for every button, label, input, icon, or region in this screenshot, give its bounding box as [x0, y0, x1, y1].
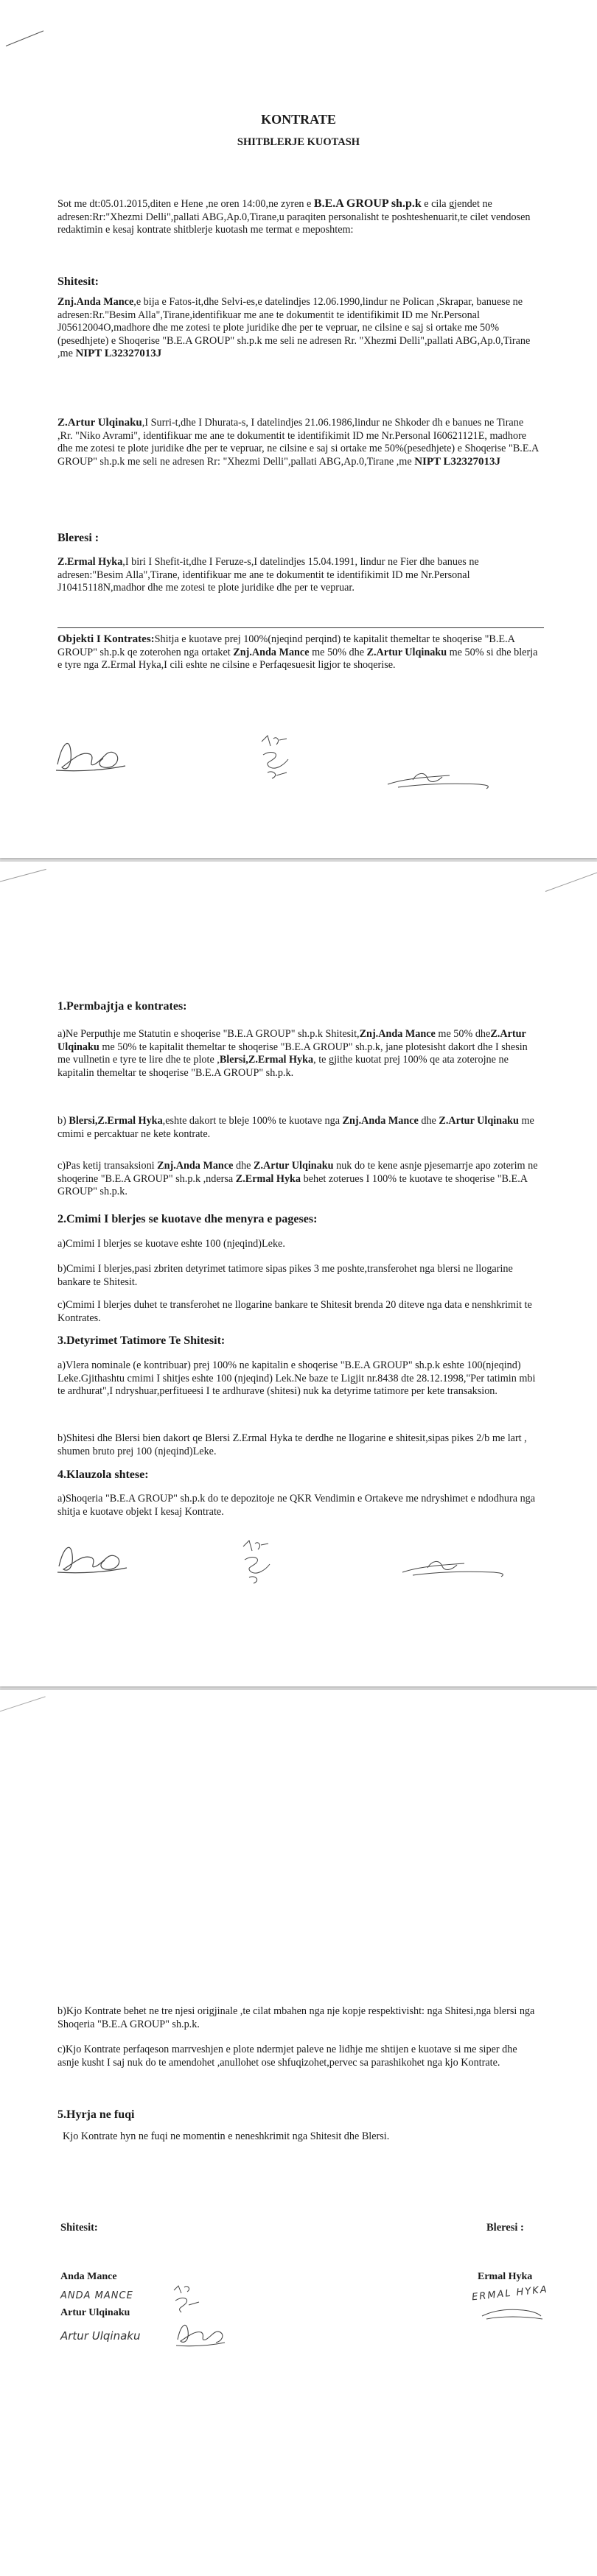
clause-1c: [57, 1160, 540, 1199]
object-heading: Objekti I Kontrates:: [57, 633, 155, 645]
signature-artur-ulqinaku-initials: [170, 2283, 206, 2316]
seller1-name: Znj.Anda Mance: [57, 296, 134, 308]
sellers-label: Shitesit:: [60, 2222, 98, 2234]
signature-ermal-hyka: [398, 1550, 509, 1583]
buyers-label: Bleresi :: [486, 2222, 524, 2234]
signature-artur-ulqinaku: [236, 1538, 280, 1589]
contract-page-2: [0, 862, 597, 1686]
party-name: Znj.Anda Mance: [359, 1028, 436, 1040]
seller1-paragraph: [57, 296, 540, 361]
seller2-nipt: NIPT L32327013J: [414, 455, 501, 468]
seller1-signatory-name: Anda Mance: [60, 2271, 117, 2282]
intro-text-cont: e cila gjendet ne adresen:Rr:"Xhezmi Delli",pallati ABG,Ap.0,Tirane,u paraqiten personalisht te poshteshenuarit,te cilet vendosen redaktimin e kesaj kontrate shitblerje kuotash me termat e meposhtem:: [57, 198, 531, 236]
clause-3b: b)Shitesi dhe Blersi bien dakort qe Blersi Z.Ermal Hyka te derdhe ne llogarine e shitesit,sipas pikes 2/b me lart , shumen bruto prej 100 (njeqind)Leke.: [57, 1432, 527, 1457]
clause-text: nuk do te kene asnje pjesemarrje apo zoterim ne shoqerine "B.E.A GROUP" sh.p.k ,ndersa: [57, 1160, 538, 1185]
section-divider: [57, 627, 544, 628]
scan-artifact-line: [545, 871, 597, 892]
party-name: Znj.Anda Mance: [157, 1160, 234, 1172]
clause-5: Kjo Kontrate hyn ne fuqi ne momentin e neneshkrimit nga Shitesit dhe Blersi.: [63, 2130, 390, 2142]
seller1-details: ,e bija e Fatos-it,dhe Selvi-es,e datelindjes 12.06.1990,lindur ne Polican ,Skrapar, banuese ne adresen:Rr."Besim Alla",Tirane,identifikuar me ane te dokumentit te identifikimit ID me Nr.Personal J05612004O,madhore dhe me zotesi te plote juridike dhe per te vepruar, ne cilsine e saj si ortake me 50%(pesedhjete) e Shoqerise "B.E.A GROUP" sh.p.k me seli ne adresen Rr. "Xhezmi Delli",pallati ABG,Ap.0,Tirane ,me: [57, 296, 531, 360]
seller1-nipt: NIPT L32327013J: [75, 348, 162, 360]
clause-text: dhe: [418, 1115, 439, 1127]
clause-text: ,eshte dakort te bleje 100% te kuotave nga: [162, 1115, 343, 1127]
section-1-heading: 1.Permbajtja e kontrates:: [57, 1000, 187, 1013]
seller2-paragraph: [57, 417, 540, 468]
clause-4a: a)Shoqeria "B.E.A GROUP" sh.p.k do te depozitoje ne QKR Vendimin e Ortakeve me ndryshimet e ndodhura nga shitja e kuotave objekt I kesaj Kontrate.: [57, 1493, 536, 1518]
object-seller1: Znj.Anda Mance: [233, 646, 310, 658]
clause-1a: [57, 1028, 540, 1080]
seller2-details: ,I Surri-t,dhe I Dhurata-s, I datelindjes 21.06.1986,lindur ne Shkoder dh e banues ne Tirane ,Rr. "Niko Avrami", identifikuar me ane te dokumentit te identifikimit ID me Nr.Personal I60621121E, madhore dhe me zotesi te plote juridike dhe per te vepruar, ne cilsine e saj si ortake me 50%(pesedhjete) e Shoqerise "B.E.A GROUP" sh.p.k me seli ne adresen Rr: "Xhezmi Delli",pallati ABG,Ap.0,Tirane ,me: [57, 417, 539, 468]
clause-4b: b)Kjo Kontrate behet ne tre njesi origjinale ,te cilat mbahen nga nje kopje respektivisht: nga Shitesi,nga blersi nga Shoqeria "B.E.A GROUP" sh.p.k.: [57, 2005, 535, 2030]
party-name: Blersi,Z.Ermal Hyka: [69, 1115, 163, 1127]
sellers-heading: Shitesit:: [57, 275, 99, 288]
contract-page-1: [0, 0, 597, 858]
clause-text: me 50% te kapitalit themeltar te shoqerise "B.E.A GROUP" sh.p.k, jane plotesisht dakort dhe I shesin me vullnetin e tyre te lire dhe te plote ,: [57, 1041, 528, 1066]
party-name: Znj.Anda Mance: [342, 1115, 419, 1127]
clause-1b: [57, 1115, 540, 1141]
object-text: me 50% dhe: [309, 646, 367, 658]
object-paragraph: [57, 633, 540, 672]
object-seller2: Z.Artur Ulqinaku: [366, 646, 447, 658]
buyer-signatory-name: Ermal Hyka: [478, 2271, 533, 2282]
object-text: me 50% si dhe blerja e tyre nga Z.Ermal Hyka,I cili eshte ne cilsine e Perfaqesuesit ligjor te shoqerise.: [57, 646, 538, 672]
seller2-handwritten-name: Artur Ulqinaku: [60, 2329, 141, 2343]
signature-anda-mance: [53, 1535, 134, 1580]
buyers-heading: Bleresi :: [57, 532, 100, 544]
buyer-details: ,I biri I Shefit-it,dhe I Feruze-s,I datelindjes 15.04.1991, lindur ne Fier dhe banues ne adresen:"Besim Alla",Tirane, identifikuar me ane te dokumentit te identifikimit ID me Nr.Personal J10415118N,madhor dhe me zotesi te plote juridike dhe per te vepruar.: [57, 556, 479, 594]
intro-paragraph: [57, 197, 540, 237]
signature-artur-ulqinaku: [254, 733, 298, 788]
clause-2a: a)Cmimi I blerjes se kuotave eshte 100 (njeqind)Leke.: [57, 1238, 285, 1250]
section-2-heading: 2.Cmimi I blerjes se kuotave dhe menyra e pageses:: [57, 1213, 318, 1225]
signature-ermal-hyka: [383, 762, 494, 795]
party-name: Z.Artur Ulqinaku: [439, 1115, 519, 1127]
buyer-handwritten-name: ERMAL HYKA: [471, 2284, 549, 2304]
buyer-paragraph: [57, 556, 540, 595]
clause-text: behet zoterues I 100% te kuotave te shoqerise "B.E.A GROUP" sh.p.k.: [57, 1172, 528, 1198]
signature-anda-mance: [52, 729, 133, 781]
scan-artifact-line: [0, 869, 46, 883]
document-title: KONTRATE: [261, 112, 336, 127]
scan-artifact-line: [0, 1696, 46, 1713]
clause-2c: c)Cmimi I blerjes duhet te transferohet ne llogarine bankare te Shitesit brenda 20 diteve nga data e nenshkrimit te Kontrates.: [57, 1299, 532, 1324]
seller2-name: Z.Artur Ulqinaku: [57, 417, 142, 429]
clause-4c: c)Kjo Kontrate perfaqeson marrveshjen e plote ndermjet paleve ne lidhje me shtijen e kuotave si me siper dhe asnje kusht I saj nuk do te amendohet ,anullohet ose shfuqizohet,pervec sa parashikohet nga kjo Kontrate.: [57, 2044, 517, 2069]
party-name: Blersi,Z.Ermal Hyka: [219, 1054, 314, 1066]
clause-text: , te gjithe kuotat prej 100% qe ata zoterojne ne kapitalin themeltar te shoqerise "B.E.A GROUP" sh.p.k.: [57, 1054, 509, 1079]
clause-text: me 50% dhe: [435, 1028, 491, 1040]
clause-text: a)Ne Perputhje me Statutin e shoqerise "B.E.A GROUP" sh.p.k Shitesit,: [57, 1028, 360, 1040]
signature-ermal-hyka: [479, 2301, 545, 2323]
object-text: Shitja e kuotave prej 100%(njeqind perqind) te kapitalit themeltar te shoqerise "B.E.A GROUP" sh.p.k qe zoterohen nga ortaket: [57, 633, 515, 658]
scan-artifact-line: [6, 30, 43, 46]
section-4-heading: 4.Klauzola shtese:: [57, 1468, 149, 1481]
section-3-heading: 3.Detyrimet Tatimore Te Shitesit:: [57, 1334, 226, 1347]
seller1-handwritten-name: ANDA MANCE: [60, 2290, 133, 2301]
clause-3a: a)Vlera nominale (e kontribuar) prej 100% ne kapitalin e shoqerise "B.E.A GROUP" sh.p.k eshte 100(njeqind) Leke.Gjithashtu cmimi I shitjes eshte 100 (njeqind) Lek.Ne baze te Ligjit nr.8438 dte 28.12.1998,"Per tatimin mbi te ardhurat",I ndryshuar,perfitueesi I te ardhurave (shitesi) nuk ka detyrime tatimore per kete transaksion.: [57, 1359, 536, 1398]
buyer-name: Z.Ermal Hyka: [57, 556, 123, 568]
clause-text: c)Pas ketij transaksioni: [57, 1160, 158, 1172]
clause-text: me cmimi e percaktuar ne kete kontrate.: [57, 1115, 534, 1140]
intro-company: B.E.A GROUP sh.p.k: [313, 197, 422, 210]
party-name: Z.Artur Ulqinaku: [254, 1160, 334, 1172]
clause-text: b): [57, 1115, 69, 1127]
seller2-signatory-name: Artur Ulqinaku: [60, 2307, 130, 2318]
clause-text: dhe: [233, 1160, 254, 1172]
document-subtitle: SHITBLERJE KUOTASH: [237, 136, 360, 148]
intro-text: Sot me dt:05.01.2015,diten e Hene ,ne oren 14:00,ne zyren e: [57, 198, 314, 210]
clause-2b: b)Cmimi I blerjes,pasi zbriten detyrimet tatimore sipas pikes 3 me poshte,transferohet nga blersi ne llogarine bankare te Shitesit.: [57, 1263, 513, 1288]
party-name: Z.Ermal Hyka: [235, 1172, 301, 1185]
section-5-heading: 5.Hyrja ne fuqi: [57, 2108, 135, 2121]
signature-anda-mance: [173, 2316, 228, 2349]
contract-page-3: [0, 1690, 597, 2576]
party-name: Z.Artur Ulqinaku: [57, 1028, 526, 1053]
